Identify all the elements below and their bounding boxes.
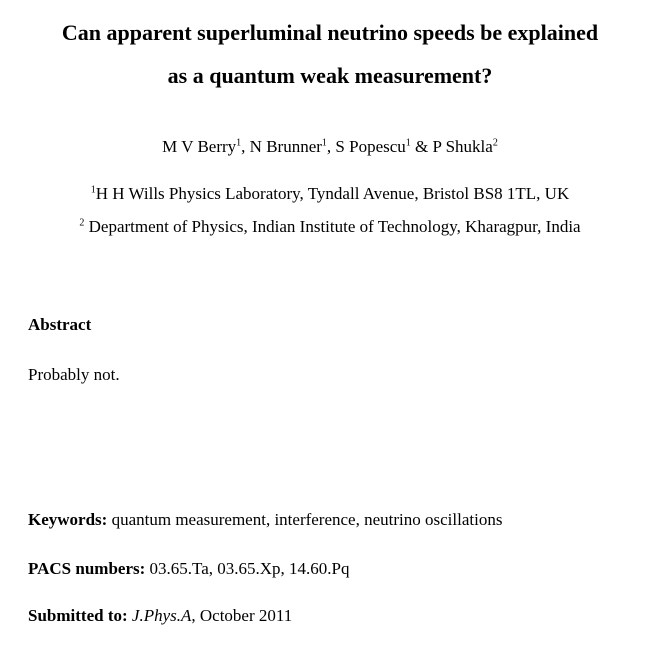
submitted-label: Submitted to: bbox=[28, 606, 128, 625]
author-separator: & bbox=[410, 137, 433, 156]
abstract-text: Probably not. bbox=[28, 365, 120, 384]
affiliation-text: Department of Physics, Indian Institute of Technology, Kharagpur, India bbox=[84, 217, 581, 236]
pacs-value: 03.65.Ta, 03.65.Xp, 14.60.Pq bbox=[145, 559, 350, 578]
affiliation-mark: 2 bbox=[79, 217, 85, 229]
keywords-label: Keywords: bbox=[28, 510, 108, 529]
author-name: N Brunner bbox=[249, 137, 322, 156]
keywords-line bbox=[28, 509, 502, 531]
affiliation-text: H H Wills Physics Laboratory, Tyndall Avenue, Bristol BS8 1TL, UK bbox=[95, 184, 570, 203]
author-list bbox=[0, 136, 660, 158]
submitted-journal: J.Phys.A bbox=[127, 606, 192, 625]
paper-title-line-2: as a quantum weak measurement? bbox=[167, 63, 493, 88]
abstract-heading: Abstract bbox=[28, 315, 92, 334]
pacs-label: PACS numbers: bbox=[28, 559, 146, 578]
paper-title-line-1: Can apparent superluminal neutrino speeds be explained bbox=[61, 20, 599, 45]
author-affiliation-mark: 1 bbox=[236, 137, 242, 149]
pacs-line bbox=[28, 558, 350, 580]
affiliation-2 bbox=[0, 216, 660, 238]
author-affiliation-mark: 1 bbox=[405, 137, 411, 149]
submitted-line bbox=[28, 605, 292, 627]
author-name: P Shukla bbox=[432, 137, 493, 156]
author-affiliation-mark: 1 bbox=[321, 137, 327, 149]
keywords-value: quantum measurement, interference, neutrino oscillations bbox=[107, 510, 503, 529]
author-name: S Popescu bbox=[335, 137, 406, 156]
author-separator: , bbox=[326, 137, 336, 156]
affiliation-mark: 1 bbox=[90, 184, 96, 196]
author-name: M V Berry bbox=[162, 137, 237, 156]
author-separator: , bbox=[241, 137, 250, 156]
submitted-date: , October 2011 bbox=[191, 606, 293, 625]
affiliation-1 bbox=[0, 183, 660, 205]
author-affiliation-mark: 2 bbox=[492, 137, 498, 149]
